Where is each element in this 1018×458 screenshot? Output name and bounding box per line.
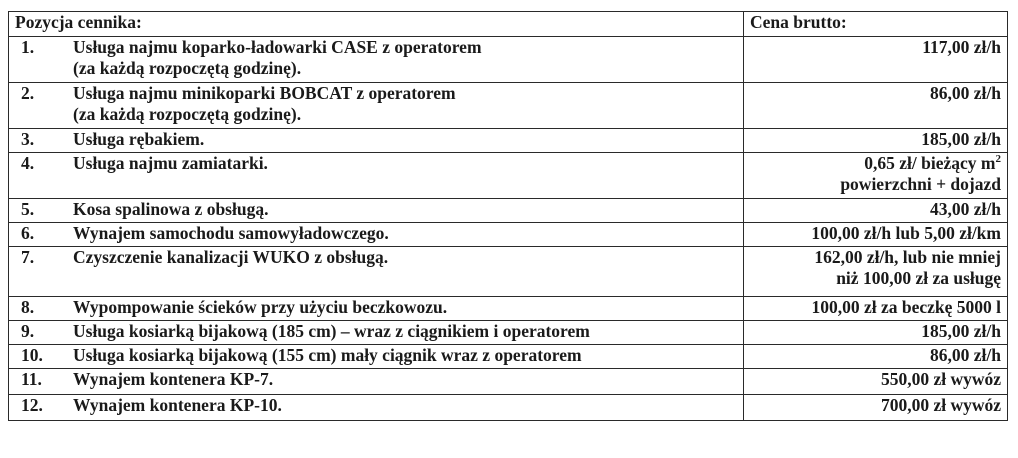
item-description: Usługa najmu minikoparki BOBCAT z operatorem (za każdą rozpoczętą godzinę). bbox=[73, 83, 456, 124]
table-row bbox=[9, 297, 1008, 321]
item-number: 2. bbox=[21, 83, 35, 103]
item-cell bbox=[9, 199, 744, 223]
item-cell bbox=[9, 83, 744, 129]
price-column-header: Cena brutto: bbox=[744, 12, 1008, 37]
price-cell: 86,00 zł/h bbox=[744, 345, 1008, 369]
item-number: 1. bbox=[21, 37, 35, 57]
price-list-table bbox=[8, 11, 1008, 421]
item-description: Usługa kosiarką bijakową (155 cm) mały ciągnik wraz z operatorem bbox=[73, 345, 582, 365]
item-description: Czyszczenie kanalizacji WUKO z obsługą. bbox=[73, 247, 389, 267]
item-description: Usługa najmu koparko-ładowarki CASE z operatorem (za każdą rozpoczętą godzinę). bbox=[73, 37, 482, 78]
item-number: 8. bbox=[21, 297, 35, 317]
price-cell bbox=[744, 153, 1008, 199]
table-row bbox=[9, 395, 1008, 421]
table-row bbox=[9, 153, 1008, 199]
item-number: 11. bbox=[21, 369, 42, 389]
item-description: Usługa rębakiem. bbox=[73, 129, 205, 149]
item-description: Wynajem kontenera KP-10. bbox=[73, 395, 282, 415]
item-description: Kosa spalinowa z obsługą. bbox=[73, 199, 269, 219]
item-number: 9. bbox=[21, 321, 35, 341]
table-row bbox=[9, 37, 1008, 83]
item-cell bbox=[9, 129, 744, 153]
price-cell: 185,00 zł/h bbox=[744, 129, 1008, 153]
item-cell bbox=[9, 297, 744, 321]
item-description: Usługa kosiarką bijakową (185 cm) – wraz z ciągnikiem i operatorem bbox=[73, 321, 590, 341]
item-number: 5. bbox=[21, 199, 35, 219]
item-description: Wynajem samochodu samowyładowczego. bbox=[73, 223, 389, 243]
item-number: 7. bbox=[21, 247, 35, 267]
item-number: 4. bbox=[21, 153, 35, 173]
price-cell: 162,00 zł/h, lub nie mniej niż 100,00 zł za usługę bbox=[744, 247, 1008, 297]
item-number: 6. bbox=[21, 223, 35, 243]
price-superscript: 2 bbox=[995, 153, 1001, 165]
item-number: 10. bbox=[21, 345, 43, 365]
item-number: 12. bbox=[21, 395, 43, 415]
item-cell bbox=[9, 37, 744, 83]
item-cell bbox=[9, 395, 744, 421]
item-number: 3. bbox=[21, 129, 35, 149]
item-cell bbox=[9, 247, 744, 297]
price-line-2: powierzchni + dojazd bbox=[840, 174, 1001, 194]
item-description: Usługa najmu zamiatarki. bbox=[73, 153, 268, 173]
price-cell: 86,00 zł/h bbox=[744, 83, 1008, 129]
item-cell bbox=[9, 223, 744, 247]
price-cell: 700,00 zł wywóz bbox=[744, 395, 1008, 421]
price-cell: 117,00 zł/h bbox=[744, 37, 1008, 83]
item-description: Wynajem kontenera KP-7. bbox=[73, 369, 274, 389]
item-column-header: Pozycja cennika: bbox=[9, 12, 744, 37]
table-row bbox=[9, 369, 1008, 395]
item-cell bbox=[9, 153, 744, 199]
table-row bbox=[9, 345, 1008, 369]
item-cell bbox=[9, 321, 744, 345]
item-description: Wypompowanie ścieków przy użyciu beczkowozu. bbox=[73, 297, 448, 317]
price-line-1: 0,65 zł/ bieżący m bbox=[864, 153, 996, 173]
table-row bbox=[9, 129, 1008, 153]
table-row bbox=[9, 247, 1008, 297]
price-cell: 100,00 zł/h lub 5,00 zł/km bbox=[744, 223, 1008, 247]
table-row bbox=[9, 223, 1008, 247]
item-cell bbox=[9, 369, 744, 395]
item-cell bbox=[9, 345, 744, 369]
price-cell: 100,00 zł za beczkę 5000 l bbox=[744, 297, 1008, 321]
price-cell: 185,00 zł/h bbox=[744, 321, 1008, 345]
price-cell: 43,00 zł/h bbox=[744, 199, 1008, 223]
table-row bbox=[9, 199, 1008, 223]
table-row bbox=[9, 321, 1008, 345]
table-header-row bbox=[9, 12, 1008, 37]
table-row bbox=[9, 83, 1008, 129]
price-cell: 550,00 zł wywóz bbox=[744, 369, 1008, 395]
